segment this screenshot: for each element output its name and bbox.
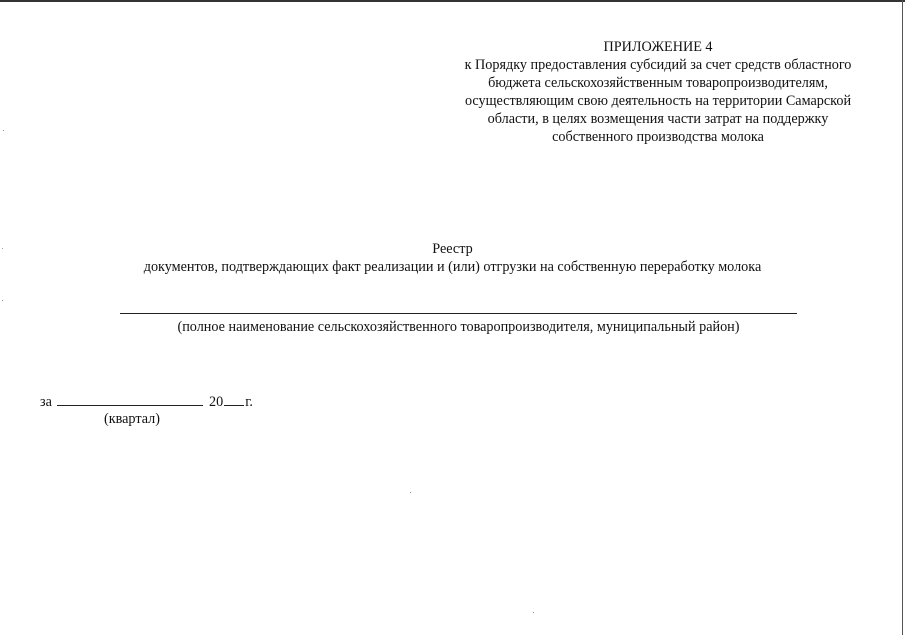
scan-border-top <box>0 0 905 2</box>
registry-heading <box>0 240 905 276</box>
registry-title: Реестр <box>432 241 473 257</box>
quarter-blank <box>57 393 203 406</box>
year-suffix: г. <box>245 394 253 410</box>
year-blank <box>224 393 244 406</box>
period-prefix: за <box>40 394 52 410</box>
scan-speck <box>2 300 3 301</box>
appendix-header <box>438 38 878 146</box>
scan-speck <box>410 492 411 493</box>
appendix-line-5: собственного производства молока <box>552 129 764 145</box>
scan-border-right <box>902 0 903 635</box>
scan-speck <box>2 248 3 249</box>
scan-speck <box>533 612 534 613</box>
producer-name-caption: (полное наименование сельскохозяйственного товаропроизводителя, муниципальный район) <box>177 319 740 335</box>
appendix-line-2: бюджета сельскохозяйственным товаропроизводителям, <box>488 75 828 91</box>
year-prefix: 20 <box>209 394 224 410</box>
appendix-line-3: осуществляющим свою деятельность на территории Самарской <box>464 93 852 109</box>
appendix-line-1: к Порядку предоставления субсидий за счет средств областного <box>464 57 852 73</box>
appendix-title: ПРИЛОЖЕНИЕ 4 <box>603 39 713 55</box>
appendix-line-4: области, в целях возмещения части затрат на поддержку <box>487 111 829 127</box>
scan-speck <box>3 130 4 131</box>
quarter-caption: (квартал) <box>104 411 160 427</box>
period-line <box>40 393 253 411</box>
registry-subtitle: документов, подтверждающих факт реализации и (или) отгрузки на собственную переработку молока <box>143 259 762 275</box>
producer-name-blank <box>120 313 797 314</box>
